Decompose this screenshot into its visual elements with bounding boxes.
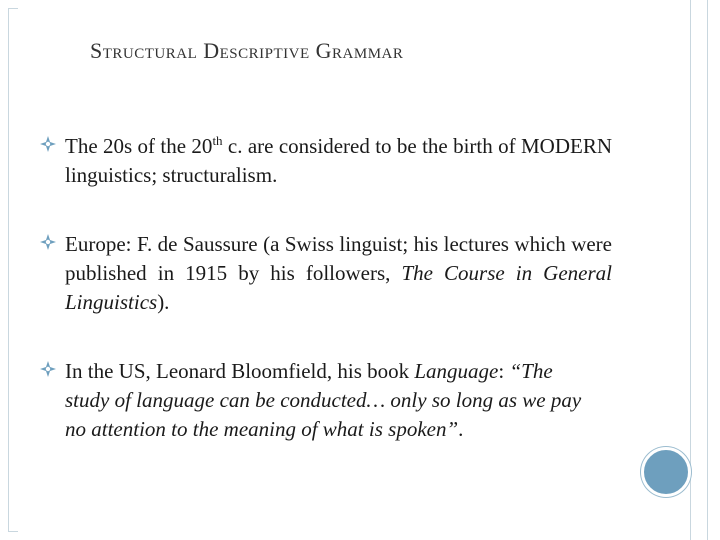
quotation: “The study of language can be conducted… only so long as we pay no attention to the meaning of what is spoken” [65,359,582,441]
book-title: The Course in General Linguistics [65,261,612,314]
slide-title: Structural Descriptive Grammar [90,38,404,63]
decorative-circle [641,447,691,497]
bullet-text-part: . [458,417,464,441]
bullet-text-part: ). [157,290,170,314]
slide-frame-left [8,8,18,532]
bullet-text-part: : [498,359,510,383]
bullet-item [40,357,612,444]
bullet-text-part: The 20s of the 20 [65,134,213,158]
bullet-item [40,230,612,317]
bullet-text-part: In the US, Leonard Bloomfield, his book [65,359,415,383]
diamond-star-bullet-icon [40,136,56,152]
bullet-text-part: Europe: F. de Saussure (a Swiss linguist; his lectures which were published in 1915 by his followers, [65,232,612,285]
bullet-text [65,230,612,317]
bullet-item [40,132,612,190]
bullet-text [65,357,595,444]
diamond-star-bullet-icon [40,361,56,377]
book-title: Language [414,359,499,383]
bullet-text-part: c. are considered to be the birth of MODERN linguistics; structuralism. [65,134,612,187]
bullet-text [65,132,612,190]
superscript: th [212,133,223,148]
slide-frame-right [690,0,708,540]
diamond-star-bullet-icon [40,234,56,250]
